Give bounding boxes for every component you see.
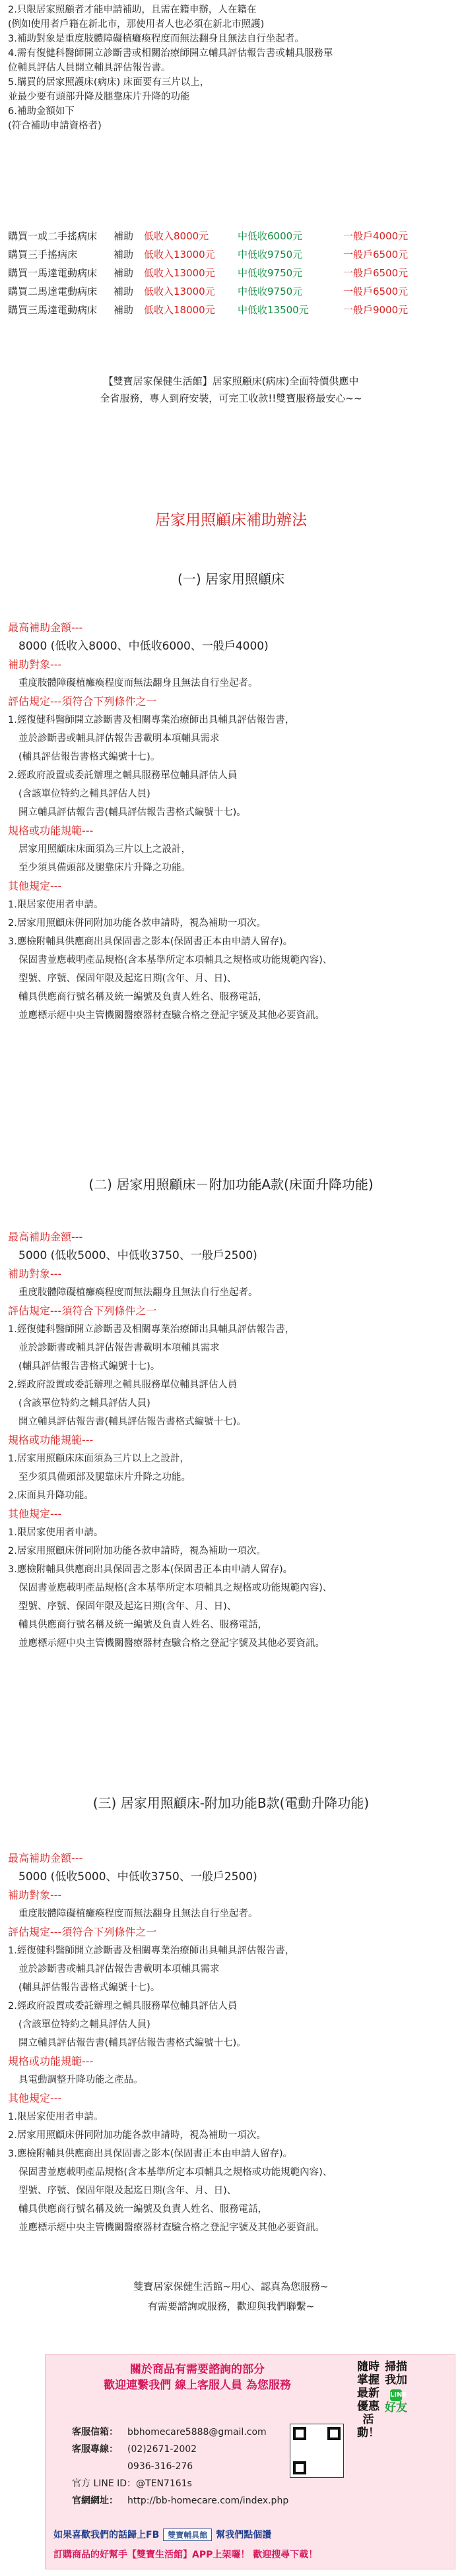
- subsidy-row: [8, 227, 457, 245]
- other-item: 3.應檢附輔具供應商出具保固書之影本(保固書正本由申請人留存)。: [8, 1564, 293, 1575]
- add-friend-text: 好友: [385, 2401, 407, 2414]
- section-body: [8, 1228, 457, 1653]
- mid-income-amount: 中低收6000元: [238, 230, 303, 242]
- bed-type: 購買二馬達電動病床: [8, 286, 98, 297]
- contact-heading-line: 關於商品有需要諮詢的部分: [130, 2363, 265, 2376]
- contact-card: [45, 2354, 455, 2569]
- intro-line: 3.補助對象是重度肢體障礙植癱瘓程度而無法翻身且無法自行坐起者。: [8, 34, 304, 44]
- general-amount: 一般戶4000元: [343, 230, 409, 242]
- spec-label: 規格或功能規範---: [8, 2055, 94, 2068]
- bed-type: 購買一或二手搖病床: [8, 230, 98, 242]
- other-item: 型號、序號、保固年限及起迄日期(含年、月、日)、: [18, 2186, 237, 2196]
- low-income-amount: 低收入13000元: [144, 267, 215, 279]
- other-item: 並應標示經中央主管機關醫療器材查驗合格之登記字號及其他必要資訊。: [18, 1638, 325, 1649]
- website-link[interactable]: http://bb-homecare.com/index.php: [127, 2496, 289, 2506]
- other-item: 輔具供應商行號名稱及統一編號及負責人姓名、服務電話，: [18, 992, 267, 1002]
- target-label: 補助對象---: [8, 1889, 62, 1901]
- section-title: (一) 居家用照顧床: [178, 571, 284, 587]
- app-promo: 訂購商品的好幫手【雙寶生活館】APP上架囉！ 歡迎搜尋下載！: [53, 2550, 318, 2560]
- spec-label: 規格或功能規範---: [8, 1434, 94, 1446]
- section-body: [8, 619, 457, 1025]
- qr-finder: [293, 2427, 306, 2440]
- phone-label: 客服專線：: [72, 2444, 118, 2455]
- low-income-amount: 低收入18000元: [144, 304, 215, 316]
- eval-item: 並於診斷書或輔具評估報告書載明本項輔具需求: [18, 1343, 220, 1353]
- contact-heading-line: 歡迎連繫我們 線上客服人員 為您服務: [104, 2379, 291, 2392]
- general-amount: 一般戶9000元: [343, 304, 409, 316]
- target-text: 重度肢體障礙植癱瘓程度而無法翻身且無法自行坐起者。: [18, 678, 258, 689]
- intro-list: [8, 3, 457, 133]
- subsidy-label: 補助: [114, 230, 134, 242]
- section-title: (三) 居家用照顧床-附加功能B款(電動升降功能): [92, 1795, 370, 1811]
- other-item: 輔具供應商行號名稱及統一編號及負責人姓名、服務電話，: [18, 2204, 267, 2215]
- amount-label: 最高補助金額---: [8, 621, 83, 634]
- site-label: 官網網址：: [72, 2496, 118, 2506]
- facebook-badge[interactable]: 雙寶輔具館: [163, 2529, 212, 2541]
- other-item: 保固書並應載明產品規格(含本基準所定本項輔具之規格或功能規範內容)、: [18, 2167, 333, 2178]
- other-item: 型號、序號、保固年限及起迄日期(含年、月、日)、: [18, 973, 237, 984]
- other-item: 輔具供應商行號名稱及統一編號及負責人姓名、服務電話，: [18, 1620, 267, 1630]
- target-label: 補助對象---: [8, 658, 62, 671]
- bed-type: 購買一馬達電動病床: [8, 267, 98, 279]
- bed-type: 購買三馬達電動病床: [8, 304, 98, 316]
- email-link[interactable]: bbhomecare5888@gmail.com: [127, 2427, 267, 2438]
- section-title: (二) 居家用照顧床－附加功能A款(床面升降功能): [88, 1177, 374, 1192]
- eval-item: (含該單位特約之輔具評估人員): [18, 1398, 150, 1409]
- banner-line: 【雙寶居家保健生活館】居家照顧床(病床)全面特價供應中: [103, 375, 359, 387]
- low-income-amount: 低收入13000元: [144, 249, 215, 261]
- subsidy-label: 補助: [114, 249, 134, 261]
- qr-finder: [327, 2427, 341, 2440]
- closing-line: 雙寶居家保健生活館~用心、認真為您服務~: [133, 2281, 329, 2292]
- amount-value: 8000 (低收入8000、中低收6000、一般戶4000): [18, 640, 269, 653]
- eval-item: 2.經政府設置或委託辦理之輔具服務單位輔具評估人員: [8, 770, 238, 781]
- subsidy-label: 補助: [114, 304, 134, 316]
- other-item: 並應標示經中央主管機關醫療器材查驗合格之登記字號及其他必要資訊。: [18, 1010, 325, 1021]
- subsidy-label: 補助: [114, 267, 134, 279]
- amount-label: 最高補助金額---: [8, 1852, 83, 1864]
- promo-vertical-text: 隨時掌握最新優惠活動！: [357, 2360, 380, 2439]
- other-label: 其他規定---: [8, 880, 62, 892]
- eval-item: (輔具評估報告書格式編號十七)。: [18, 1982, 160, 1993]
- other-item: 2.居家用照顧床併同附加功能各款申請時，視為補助一項次。: [8, 2130, 266, 2141]
- subsidy-row: [8, 245, 457, 264]
- phone-number[interactable]: (02)2671-2002: [127, 2444, 197, 2455]
- eval-item: (輔具評估報告書格式編號十七)。: [18, 752, 160, 762]
- other-label: 其他規定---: [8, 2092, 62, 2104]
- spec-item: 2.床面具升降功能。: [8, 1490, 94, 1501]
- qr-finder: [293, 2461, 306, 2474]
- other-item: 2.居家用照顧床併同附加功能各款申請時，視為補助一項次。: [8, 918, 266, 929]
- other-item: 3.應檢附輔具供應商出具保固書之影本(保固書正本由申請人留存)。: [8, 2149, 293, 2159]
- general-amount: 一般戶6500元: [343, 286, 409, 297]
- other-item: 1.限居家使用者申請。: [8, 2112, 104, 2122]
- other-label: 其他規定---: [8, 1508, 62, 1520]
- general-amount: 一般戶6500元: [343, 267, 409, 279]
- subsidy-label: 補助: [114, 286, 134, 297]
- eval-item: (含該單位特約之輔具評估人員): [18, 2019, 150, 2030]
- other-item: 並應標示經中央主管機關醫療器材查驗合格之登記字號及其他必要資訊。: [18, 2223, 325, 2233]
- promo-banner: [0, 373, 462, 407]
- line-add-friend[interactable]: [382, 2360, 410, 2414]
- section-body: [8, 1849, 457, 2237]
- subsidy-row: [8, 301, 457, 319]
- eval-item: 1.經復健科醫師開立診斷書及相關專業治療師出具輔具評估報告書，: [8, 1324, 295, 1335]
- facebook-row: [53, 2528, 271, 2541]
- intro-line: (例如使用者戶籍在新北市，那使用者人也必須在新北市照護): [8, 19, 265, 30]
- banner-line: 全省服務，專人到府安裝，可完工收款!!雙寶服務最安心~~: [100, 392, 362, 404]
- eval-item: 開立輔具評估報告書(輔具評估報告書格式編號十七)。: [18, 1417, 246, 1427]
- page-title: 居家用照顧床補助辦法: [155, 512, 307, 529]
- eval-label: 評估規定---須符合下列條件之一: [8, 1304, 157, 1317]
- low-income-amount: 低收入8000元: [144, 230, 209, 242]
- spec-item: 至少須具備頭部及腿靠床片升降之功能。: [18, 1472, 191, 1483]
- mid-income-amount: 中低收13500元: [238, 304, 309, 316]
- eval-label: 評估規定---須符合下列條件之一: [8, 1926, 157, 1938]
- spec-item: 至少須具備頭部及腿靠床片升降之功能。: [18, 863, 191, 873]
- intro-line: 5.購買的居家照護床(病床) 床面要有三片以上，: [8, 77, 210, 88]
- closing-note: [0, 2277, 462, 2316]
- intro-line: 4.需有復健科醫師開立診斷書或相關治療師開立輔具評估報告書或輔具服務單: [8, 48, 333, 59]
- target-label: 補助對象---: [8, 1268, 62, 1280]
- amount-value: 5000 (低收5000、中低收3750、一般戶2500): [18, 1870, 257, 1884]
- email-label: 客服信箱：: [72, 2427, 118, 2438]
- other-item: 保固書並應載明產品規格(含本基準所定本項輔具之規格或功能規範內容)、: [18, 1583, 333, 1593]
- line-id: 官方 LINE ID：@TEN7161s: [72, 2478, 192, 2489]
- add-friend-text: 掃描我加: [385, 2360, 407, 2387]
- other-item: 1.限居家使用者申請。: [8, 900, 104, 910]
- fb-text: 如果喜歡我們的話歸上FB: [53, 2530, 160, 2540]
- subsidy-row: [8, 282, 457, 301]
- spec-item: 具電動調整升降功能之產品。: [18, 2075, 143, 2085]
- intro-line: 位輔具評估人員開立輔具評估報告書。: [8, 63, 171, 73]
- eval-item: (輔具評估報告書格式編號十七)。: [18, 1361, 160, 1372]
- other-item: 保固書並應載明產品規格(含本基準所定本項輔具之規格或功能規範內容)、: [18, 955, 333, 966]
- target-text: 重度肢體障礙植癱瘓程度而無法翻身且無法自行坐起者。: [18, 1287, 258, 1298]
- mid-income-amount: 中低收9750元: [238, 267, 303, 279]
- mid-income-amount: 中低收9750元: [238, 249, 303, 261]
- other-item: 型號、序號、保固年限及起迄日期(含年、月、日)、: [18, 1601, 237, 1612]
- intro-line: (符合補助申請資格者): [8, 121, 102, 131]
- other-item: 2.居家用照顧床併同附加功能各款申請時，視為補助一項次。: [8, 1546, 266, 1556]
- low-income-amount: 低收入13000元: [144, 286, 215, 297]
- bed-type: 購買三手搖病床: [8, 249, 78, 261]
- contact-info: [72, 2424, 288, 2509]
- other-item: 3.應檢附輔具供應商出具保固書之影本(保固書正本由申請人留存)。: [8, 936, 293, 947]
- eval-item: 並於診斷書或輔具評估報告書載明本項輔具需求: [18, 733, 220, 744]
- qr-code[interactable]: [290, 2424, 344, 2478]
- fb-text: 幫我們點個讚: [216, 2530, 272, 2540]
- eval-label: 評估規定---須符合下列條件之一: [8, 695, 157, 708]
- amount-value: 5000 (低收5000、中低收3750、一般戶2500): [18, 1249, 257, 1262]
- intro-line: 6.補助金額如下: [8, 106, 75, 117]
- subsidy-table: [8, 227, 457, 319]
- eval-item: (含該單位特約之輔具評估人員): [18, 789, 150, 799]
- other-item: 1.限居家使用者申請。: [8, 1527, 104, 1538]
- spec-label: 規格或功能規範---: [8, 824, 94, 837]
- subsidy-row: [8, 264, 457, 282]
- phone-number[interactable]: 0936-316-276: [127, 2461, 193, 2472]
- spec-item: 居家用照顧床床面須為三片以上之設計，: [18, 844, 191, 855]
- general-amount: 一般戶6500元: [343, 249, 409, 261]
- eval-item: 1.經復健科醫師開立診斷書及相關專業治療師出具輔具評估報告書，: [8, 715, 295, 725]
- eval-item: 2.經政府設置或委託辦理之輔具服務單位輔具評估人員: [8, 1380, 238, 1390]
- eval-item: 開立輔具評估報告書(輔具評估報告書格式編號十七)。: [18, 807, 246, 818]
- eval-item: 2.經政府設置或委託辦理之輔具服務單位輔具評估人員: [8, 2001, 238, 2011]
- target-text: 重度肢體障礙植癱瘓程度而無法翻身且無法自行坐起者。: [18, 1909, 258, 1919]
- closing-line: 有需要諮詢或服務，歡迎與我們聯繫~: [147, 2300, 315, 2312]
- spec-item: 1.居家用照顧床床面須為三片以上之設計，: [8, 1454, 189, 1464]
- eval-item: 並於診斷書或輔具評估報告書載明本項輔具需求: [18, 1964, 220, 1975]
- intro-line: 2.只限居家照顧者才能申請補助，且需在籍申辦，人在籍在: [8, 5, 257, 15]
- eval-item: 開立輔具評估報告書(輔具評估報告書格式編號十七)。: [18, 2038, 246, 2048]
- amount-label: 最高補助金額---: [8, 1231, 83, 1243]
- contact-heading: [46, 2362, 349, 2393]
- eval-item: 1.經復健科醫師開立診斷書及相關專業治療師出具輔具評估報告書，: [8, 1946, 295, 1956]
- mid-income-amount: 中低收9750元: [238, 286, 303, 297]
- intro-line: 並最少要有頭部升降及腿靠床片升降的功能: [8, 92, 190, 102]
- line-icon: LINE: [390, 2389, 402, 2401]
